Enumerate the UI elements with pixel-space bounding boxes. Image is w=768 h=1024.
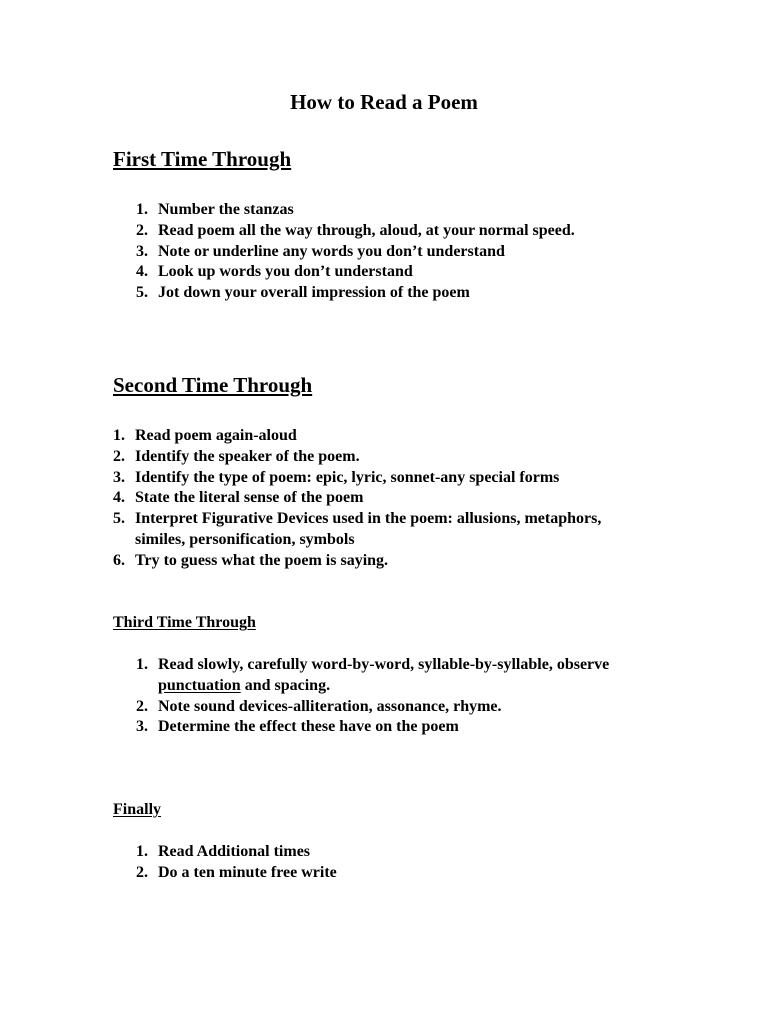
section-heading-second: Second Time Through — [113, 373, 313, 397]
list-item: 1. Read poem again-aloud — [113, 427, 297, 444]
first-time-list — [136, 200, 575, 304]
list-item: 5. Jot down your overall impression of the poem — [136, 284, 470, 302]
list-item: 2. Read poem all the way through, aloud, at your normal speed. — [136, 221, 575, 239]
list-item: 1. Number the stanzas — [136, 201, 294, 218]
list-item: 3. Determine the effect these have on the poem — [136, 718, 459, 736]
page-title: How to Read a Poem — [290, 90, 478, 114]
list-item: 1. Read slowly, carefully word-by-word, syllable-by-syllable, observe punctuation and spacing. — [136, 656, 610, 694]
section-heading-third: Third Time Through — [113, 614, 256, 631]
list-item: 4. State the literal sense of the poem — [113, 489, 364, 507]
third-time-list — [136, 655, 609, 738]
list-item: 1. Read Additional times — [136, 843, 311, 860]
list-item: 2. Identify the speaker of the poem. — [113, 447, 360, 465]
section-heading-finally: Finally — [113, 801, 162, 818]
list-item: 3. Note or underline any words you don’t understand — [136, 242, 505, 260]
list-item: 2. Do a ten minute free write — [136, 863, 337, 881]
list-item: 5. Interpret Figurative Devices used in the poem: allusions, metaphors, similes, personification, symbols — [113, 510, 602, 548]
section-heading-first: First Time Through — [113, 147, 292, 171]
second-time-list — [113, 426, 601, 572]
list-item: 6. Try to guess what the poem is saying. — [113, 551, 389, 569]
list-item: 3. Identify the type of poem: epic, lyric, sonnet-any special forms — [113, 468, 560, 486]
finally-list — [136, 842, 337, 884]
list-item: 2. Note sound devices-alliteration, assonance, rhyme. — [136, 697, 502, 715]
list-item: 4. Look up words you don’t understand — [136, 263, 413, 281]
